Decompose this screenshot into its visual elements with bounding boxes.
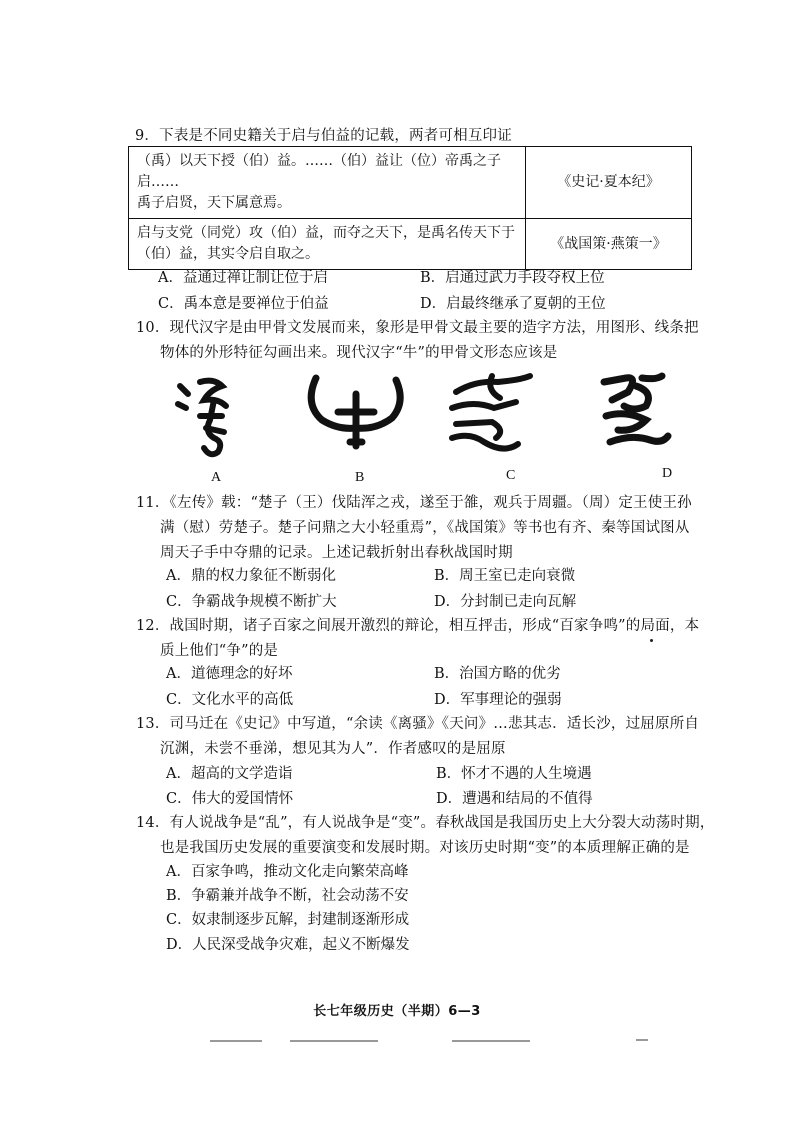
table-cell-source: 《战国策·燕策一》 [526, 219, 692, 270]
scan-mark [636, 1039, 648, 1041]
table-cell-line: （禹）以天下授（伯）益。……（伯）益让（位）帝禹之子启…… [137, 153, 501, 190]
glyph-label-b[interactable]: B [355, 470, 365, 485]
scan-mark [290, 1040, 378, 1042]
q11-stem-line1: 11．《左传》载：“楚子（王）伐陆浑之戎，遂至于雒，观兵于周疆。（周）定王使王孙 [136, 495, 692, 511]
table-row [129, 147, 692, 219]
q13-stem-line1: 13．司马迁在《史记》中写道，“余读《离骚》《天问》…悲其志．适长沙，过屈原所自 [136, 716, 700, 732]
glyph-label-a[interactable]: A [211, 470, 222, 485]
q13-option-a[interactable]: A．超高的文学造诣 [166, 766, 293, 782]
scan-mark [210, 1040, 262, 1042]
q12-stem-line1: 12．战国时期，诸子百家之间展开激烈的辩论，相互抨击，形成“百家争鸣”的局面，本 [136, 618, 700, 634]
glyph-label-d[interactable]: D [662, 466, 673, 481]
q9-option-c[interactable]: C．禹本意是要禅位于伯益 [158, 296, 329, 312]
table-cell-text [129, 147, 526, 219]
q14-stem-line1: 14．有人说战争是“乱”，有人说战争是“变”。春秋战国是我国历史上大分裂大动荡时期， [136, 815, 715, 831]
table-row [129, 219, 692, 270]
q14-option-c[interactable]: C．奴隶制逐步瓦解，封建制逐渐形成 [166, 912, 410, 928]
q9-option-b[interactable]: B．启通过武力手段夺权上位 [420, 270, 605, 286]
q14-option-a[interactable]: A．百家争鸣，推动文化走向繁荣高峰 [166, 864, 409, 880]
q11-stem-line3: 周天子手中夺鼎的记录。上述记载折射出春秋战国时期 [160, 545, 513, 561]
q13-option-c[interactable]: C．伟大的爱国情怀 [166, 791, 294, 807]
q10-stem-line2: 物体的外形特征勾画出来。现代汉字“牛”的甲骨文形态应该是 [160, 345, 558, 361]
oracle-glyph-a-image [170, 372, 250, 462]
q12-option-c[interactable]: C．文化水平的高低 [166, 692, 294, 708]
oracle-glyph-c-image [446, 372, 536, 456]
q11-option-b[interactable]: B．周王室已走向衰微 [434, 568, 576, 584]
q9-option-d[interactable]: D．启最终继承了夏朝的王位 [420, 296, 606, 312]
q13-stem-line2: 沉渊，未尝不垂涕，想见其为人”．作者感叹的是屈原 [160, 741, 506, 757]
q14-option-b[interactable]: B．争霸兼并战争不断，社会动荡不安 [166, 888, 409, 904]
scan-speck [650, 639, 653, 642]
q12-option-b[interactable]: B．治国方略的优劣 [434, 666, 561, 682]
table-cell-line: 禹子启贤，天下属意焉。 [137, 195, 291, 211]
page-footer: 长七年级历史（半期）6—3 [313, 1004, 481, 1019]
q11-option-d[interactable]: D．分封制已走向瓦解 [434, 594, 577, 610]
oracle-glyph-b-image [302, 372, 410, 452]
table-cell-source: 《史记·夏本纪》 [526, 147, 692, 219]
table-cell-text [129, 219, 526, 270]
table-cell-line: 启与支党（同党）攻（伯）益，而夺之天下，是禹名传天下于 [137, 225, 515, 241]
q10-stem-line1: 10．现代汉字是由甲骨文发展而来，象形是甲骨文最主要的造字方法，用图形、线条把 [136, 320, 699, 336]
glyph-label-c[interactable]: C [506, 468, 516, 483]
q12-option-d[interactable]: D．军事理论的强弱 [434, 692, 562, 708]
q9-source-table [128, 146, 692, 270]
q13-option-d[interactable]: D．遭遇和结局的不值得 [436, 791, 593, 807]
q11-option-a[interactable]: A．鼎的权力象征不断弱化 [166, 568, 336, 584]
oracle-glyph-d-image [598, 372, 672, 452]
q9-stem: 9．下表是不同史籍关于启与伯益的记载，两者可相互印证 [135, 128, 512, 144]
q11-option-c[interactable]: C．争霸战争规模不断扩大 [166, 594, 337, 610]
q13-option-b[interactable]: B．怀才不遇的人生境遇 [436, 766, 592, 782]
scan-mark [452, 1040, 530, 1042]
q14-option-d[interactable]: D．人民深受战争灾难，起义不断爆发 [166, 937, 410, 953]
q9-option-a[interactable]: A．益通过禅让制让位于启 [158, 270, 328, 286]
table-cell-line: （伯）益，其实令启自取之。 [137, 246, 319, 262]
q14-stem-line2: 也是我国历史发展的重要演变和发展时期。对该历史时期“变”的本质理解正确的是 [160, 840, 690, 856]
q11-stem-line2: 满（慰）劳楚子。楚子问鼎之大小轻重焉”，《战国策》等书也有齐、秦等国试图从 [160, 520, 690, 536]
q12-stem-line2: 质上他们“争”的是 [160, 643, 279, 659]
q12-option-a[interactable]: A．道德理念的好坏 [166, 666, 293, 682]
